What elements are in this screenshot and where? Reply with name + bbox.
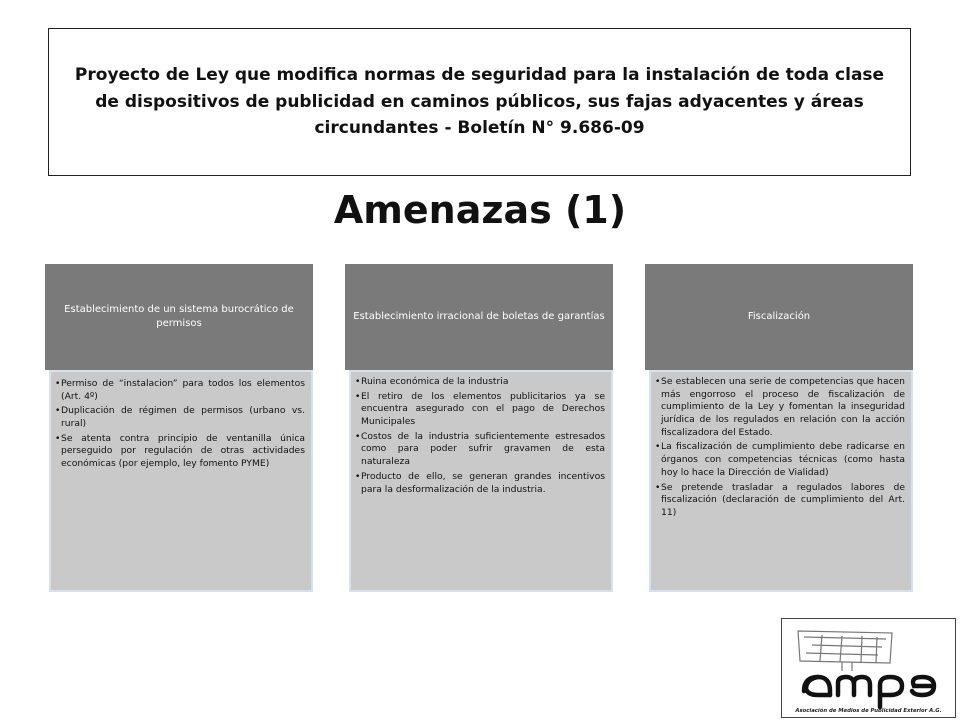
list-item: • El retiro de los elementos publicitarios ya se encuentra asegurado con el pago de Derechos Municipales — [355, 391, 605, 429]
bullet-list — [55, 378, 305, 471]
column-body — [349, 370, 613, 592]
threat-column-3 — [645, 264, 913, 592]
column-header: Establecimiento de un sistema burocrático de permisos — [45, 264, 313, 370]
bullet-list — [655, 376, 905, 520]
bullet-list — [355, 376, 605, 496]
list-item: • Se establecen una serie de competencias que hacen más engorroso el proceso de fiscalización de cumplimiento de la Ley y fomentan la inseguridad jurídica de los regulados en relación con la acción fiscalizadora del Estado. — [655, 376, 905, 439]
billboard-icon — [782, 619, 957, 719]
list-item: • Costos de la industria suficientemente estresados como para poder sufrir gravamen de esta naturaleza — [355, 431, 605, 469]
column-header: Fiscalización — [645, 264, 913, 370]
list-item: • Se atenta contra principio de ventanilla única perseguido por regulación de otras actividades económicas (por ejemplo, ley fomento PYME) — [55, 433, 305, 471]
title-box — [48, 28, 911, 176]
column-body — [649, 370, 913, 592]
column-header: Establecimiento irracional de boletas de garantías — [345, 264, 613, 370]
ampe-logo — [781, 618, 956, 718]
logo-caption: Asociación de Medios de Publicidad Exterior A.G. — [795, 708, 942, 714]
threat-column-1 — [45, 264, 313, 592]
slide-title: Proyecto de Ley que modifica normas de seguridad para la instalación de toda clase de dispositivos de publicidad en caminos públicos, sus fajas adyacentes y áreas circundantes - Boletín N° 9.686-09 — [74, 65, 885, 139]
section-heading: Amenazas (1) — [333, 188, 627, 232]
list-item: • Duplicación de régimen de permisos (urbano vs. rural) — [55, 405, 305, 430]
list-item: • La fiscalización de cumplimiento debe radicarse en órganos con competencias técnicas (como hasta hoy lo hace la Dirección de Vialidad) — [655, 441, 905, 479]
list-item: • Permiso de “instalacion” para todos los elementos (Art. 4º) — [55, 378, 305, 403]
list-item: • Se pretende trasladar a regulados labores de fiscalización (declaración de cumplimiento del Art. 11) — [655, 482, 905, 520]
list-item: • Ruina económica de la industria — [355, 376, 605, 389]
column-body — [49, 370, 313, 592]
threat-column-2 — [345, 264, 613, 592]
list-item: • Producto de ello, se generan grandes incentivos para la desformalización de la industria. — [355, 471, 605, 496]
